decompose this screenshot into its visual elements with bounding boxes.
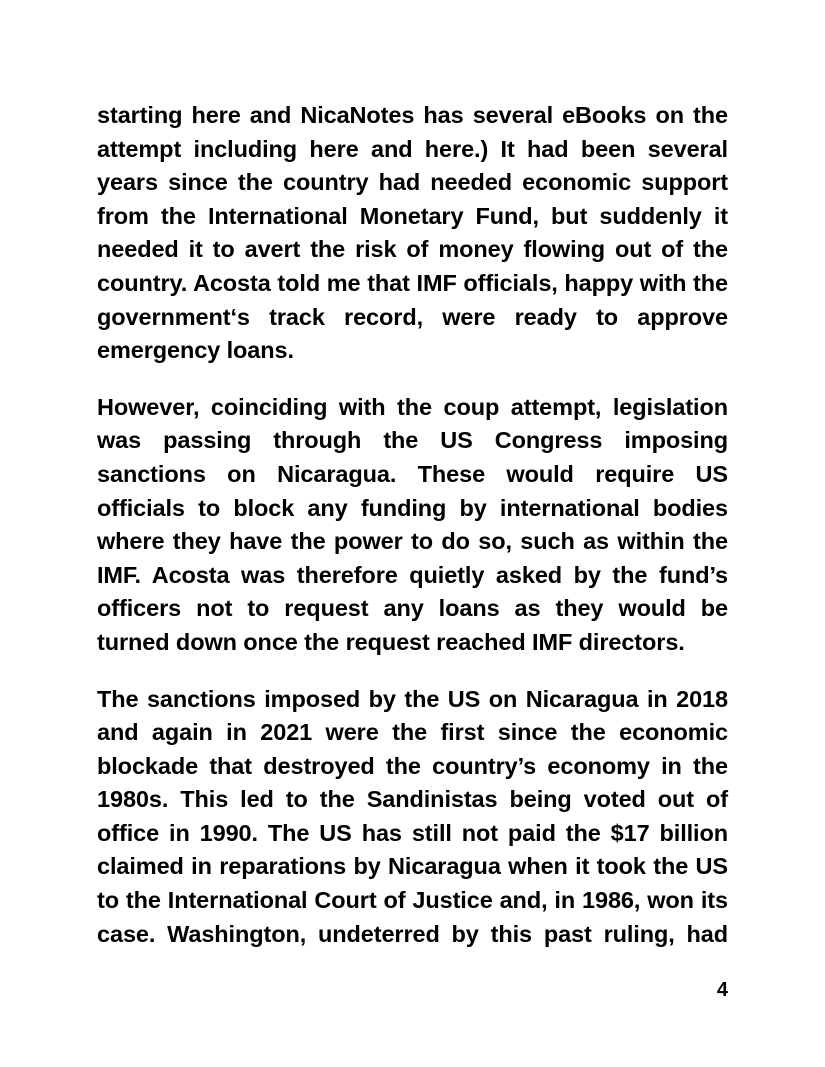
- page-body-text: [97, 99, 728, 951]
- paragraph-imf-loans: starting here and NicaNotes has several eBooks on the attempt including here and here.) It had been several years since the country had needed economic support from the International Monetary Fund, but suddenly it needed it to avert the risk of money flowing out of the country. Acosta told me that IMF officials, happy with the government‘s track record, were ready to approve emergency loans.: [97, 102, 728, 364]
- page-number: 4: [716, 979, 728, 1001]
- paragraph-us-sanctions-legislation: However, coinciding with the coup attempt, legislation was passing through the US Congress imposing sanctions on Nicaragua. These would require US officials to block any funding by international bodies where they have the power to do so, such as within the IMF. Acosta was therefore quietly asked by the fund’s officers not to request any loans as they would be turned down once the request reached IMF directors.: [97, 393, 728, 655]
- paragraph-sanctions-history: The sanctions imposed by the US on Nicaragua in 2018 and again in 2021 were the first since the economic blockade that destroyed the country’s economy in the 1980s. This led to the Sandinistas being voted out of office in 1990. The US has still not paid the $17 billion claimed in reparations by Nicaragua when it took the US to the International Court of Justice and, in 1986, won its case. Washington, undeterred by this past ruling, had: [97, 685, 728, 947]
